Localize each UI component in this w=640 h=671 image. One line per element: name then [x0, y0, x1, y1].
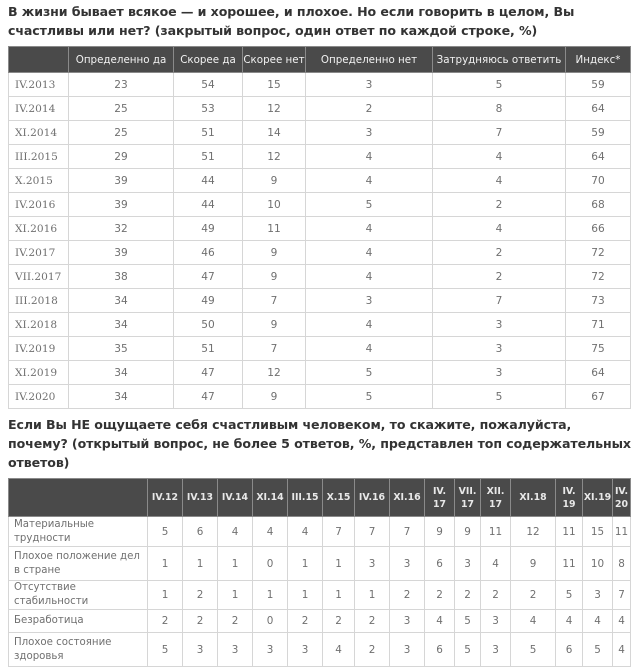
table-row [9, 145, 631, 169]
table-cell: 2 [390, 581, 425, 610]
table-cell: 4 [425, 610, 455, 633]
table-cell: 11 [556, 547, 583, 581]
table-cell: 9 [243, 265, 306, 289]
table-cell: 4 [288, 517, 323, 547]
table-cell: 34 [69, 313, 174, 337]
row-reason-label: Отсутствие стабильности [9, 581, 148, 610]
table-cell: 4 [218, 517, 253, 547]
table-cell: 12 [243, 97, 306, 121]
table-cell: 14 [243, 121, 306, 145]
table-cell: 5 [148, 633, 183, 667]
table-cell: 3 [390, 633, 425, 667]
table-row [9, 169, 631, 193]
row-reason-label: Безработица [9, 610, 148, 633]
column-header-reason [9, 479, 148, 517]
table-cell: 11 [243, 217, 306, 241]
column-header-period: IV. 20 [613, 479, 631, 517]
table-cell: 39 [69, 193, 174, 217]
row-reason-label: Материальные трудности [9, 517, 148, 547]
table-cell: 2 [306, 97, 433, 121]
table-cell: 3 [433, 361, 566, 385]
table-cell: 6 [183, 517, 218, 547]
table-cell: 2 [481, 581, 511, 610]
column-header-period: XI.16 [390, 479, 425, 517]
column-header-period [9, 47, 69, 73]
table-cell: 23 [69, 73, 174, 97]
table-cell: 46 [174, 241, 243, 265]
column-header-period: III.15 [288, 479, 323, 517]
unhappiness-reasons-question-title: Если Вы НЕ ощущаете себя счастливым человеком, то скажите, пожалуйста, почему? (открытый вопрос, не более 5 ответов, %, представлен топ содержательных ответов) [8, 417, 631, 470]
table-cell: 66 [566, 217, 631, 241]
table-cell: 3 [433, 313, 566, 337]
table-cell: 3 [481, 633, 511, 667]
table-cell: 4 [306, 241, 433, 265]
table-row [9, 289, 631, 313]
table-cell: 0 [253, 610, 288, 633]
table-row [9, 581, 631, 610]
table-cell: 51 [174, 121, 243, 145]
column-header-period: IV. 17 [425, 479, 455, 517]
unhappiness-reasons-table [8, 478, 631, 667]
happiness-table-header [9, 47, 631, 73]
table-cell: 9 [243, 385, 306, 409]
table-cell: 51 [174, 145, 243, 169]
table-cell: 3 [288, 633, 323, 667]
table-cell: 4 [613, 633, 631, 667]
table-cell: 7 [243, 289, 306, 313]
column-header: Затрудняюсь ответить [433, 47, 566, 73]
table-cell: 9 [243, 241, 306, 265]
table-cell: 3 [306, 73, 433, 97]
table-cell: 9 [243, 169, 306, 193]
happiness-question-title: В жизни бывает всякое — и хорошее, и плохое. Но если говорить в целом, Вы счастливы или нет? (закрытый вопрос, один ответ по каждой строке, %) [8, 2, 632, 40]
table-cell: 3 [390, 547, 425, 581]
table-cell: 12 [243, 145, 306, 169]
table-cell: 2 [183, 581, 218, 610]
table-cell: 44 [174, 193, 243, 217]
row-period-label: IV.2020 [9, 385, 69, 409]
table-cell: 9 [243, 313, 306, 337]
column-header: Скорее да [174, 47, 243, 73]
table-cell: 59 [566, 121, 631, 145]
table-cell: 7 [390, 517, 425, 547]
table-cell: 3 [355, 547, 390, 581]
table-cell: 72 [566, 265, 631, 289]
table-row [9, 193, 631, 217]
table-cell: 0 [253, 547, 288, 581]
table-cell: 3 [455, 547, 481, 581]
column-header: Определенно нет [306, 47, 433, 73]
table-cell: 3 [306, 289, 433, 313]
table-cell: 4 [613, 610, 631, 633]
table-cell: 54 [174, 73, 243, 97]
table-cell: 73 [566, 289, 631, 313]
table-cell: 1 [253, 581, 288, 610]
table-cell: 9 [455, 517, 481, 547]
table-cell: 10 [583, 547, 613, 581]
table-cell: 4 [481, 547, 511, 581]
table-cell: 4 [511, 610, 556, 633]
table-cell: 47 [174, 265, 243, 289]
table-cell: 6 [425, 547, 455, 581]
table-cell: 72 [566, 241, 631, 265]
table-cell: 9 [511, 547, 556, 581]
table-row [9, 265, 631, 289]
table-cell: 4 [306, 169, 433, 193]
row-reason-label: Плохое состояние здоровья [9, 633, 148, 667]
table-cell: 11 [613, 517, 631, 547]
table-row [9, 385, 631, 409]
table-cell: 5 [556, 581, 583, 610]
table-cell: 3 [218, 633, 253, 667]
table-row [9, 73, 631, 97]
table-cell: 38 [69, 265, 174, 289]
table-cell: 7 [243, 337, 306, 361]
row-period-label: III.2018 [9, 289, 69, 313]
column-header-period: XI.19 [583, 479, 613, 517]
table-cell: 51 [174, 337, 243, 361]
table-cell: 34 [69, 385, 174, 409]
row-period-label: XI.2018 [9, 313, 69, 337]
column-header-period: VII. 17 [455, 479, 481, 517]
table-cell: 47 [174, 361, 243, 385]
row-period-label: XI.2016 [9, 217, 69, 241]
table-cell: 4 [583, 610, 613, 633]
table-cell: 35 [69, 337, 174, 361]
table-cell: 75 [566, 337, 631, 361]
column-header-period: IV.14 [218, 479, 253, 517]
table-cell: 7 [433, 121, 566, 145]
table-cell: 32 [69, 217, 174, 241]
table-cell: 3 [583, 581, 613, 610]
table-cell: 5 [455, 633, 481, 667]
table-cell: 7 [323, 517, 355, 547]
table-cell: 4 [556, 610, 583, 633]
table-cell: 1 [148, 581, 183, 610]
table-cell: 64 [566, 97, 631, 121]
table-cell: 12 [511, 517, 556, 547]
table-cell: 44 [174, 169, 243, 193]
table-cell: 5 [306, 361, 433, 385]
table-cell: 7 [613, 581, 631, 610]
table-cell: 7 [433, 289, 566, 313]
table-cell: 4 [433, 145, 566, 169]
table-row [9, 633, 631, 667]
row-period-label: X.2015 [9, 169, 69, 193]
table-cell: 3 [433, 337, 566, 361]
table-cell: 64 [566, 145, 631, 169]
table-cell: 1 [183, 547, 218, 581]
table-row [9, 610, 631, 633]
table-cell: 25 [69, 97, 174, 121]
table-row [9, 97, 631, 121]
row-period-label: IV.2017 [9, 241, 69, 265]
table-cell: 2 [148, 610, 183, 633]
table-cell: 4 [323, 633, 355, 667]
table-cell: 49 [174, 289, 243, 313]
table-cell: 7 [355, 517, 390, 547]
table-cell: 39 [69, 241, 174, 265]
table-cell: 11 [481, 517, 511, 547]
table-cell: 2 [355, 633, 390, 667]
table-cell: 9 [425, 517, 455, 547]
table-cell: 5 [306, 385, 433, 409]
table-cell: 11 [556, 517, 583, 547]
table-cell: 47 [174, 385, 243, 409]
table-cell: 4 [253, 517, 288, 547]
table-cell: 2 [323, 610, 355, 633]
table-cell: 34 [69, 361, 174, 385]
table-cell: 1 [323, 547, 355, 581]
table-row [9, 217, 631, 241]
column-header-period: IV.16 [355, 479, 390, 517]
table-cell: 70 [566, 169, 631, 193]
table-cell: 2 [288, 610, 323, 633]
table-cell: 67 [566, 385, 631, 409]
table-cell: 2 [433, 265, 566, 289]
table-cell: 12 [243, 361, 306, 385]
table-cell: 5 [511, 633, 556, 667]
table-cell: 2 [218, 610, 253, 633]
table-cell: 34 [69, 289, 174, 313]
row-period-label: IV.2019 [9, 337, 69, 361]
table-row [9, 241, 631, 265]
table-cell: 29 [69, 145, 174, 169]
row-period-label: III.2015 [9, 145, 69, 169]
table-cell: 6 [556, 633, 583, 667]
table-row [9, 517, 631, 547]
table-cell: 5 [433, 385, 566, 409]
table-cell: 2 [355, 610, 390, 633]
table-cell: 49 [174, 217, 243, 241]
row-period-label: IV.2013 [9, 73, 69, 97]
table-cell: 50 [174, 313, 243, 337]
row-period-label: VII.2017 [9, 265, 69, 289]
table-cell: 10 [243, 193, 306, 217]
table-cell: 1 [323, 581, 355, 610]
table-cell: 1 [218, 581, 253, 610]
column-header: Индекс* [566, 47, 631, 73]
table-cell: 4 [306, 145, 433, 169]
table-cell: 6 [425, 633, 455, 667]
table-cell: 64 [566, 361, 631, 385]
table-cell: 5 [148, 517, 183, 547]
table-cell: 2 [433, 193, 566, 217]
table-cell: 15 [583, 517, 613, 547]
table-cell: 1 [148, 547, 183, 581]
table-cell: 5 [306, 193, 433, 217]
table-cell: 3 [481, 610, 511, 633]
table-cell: 1 [288, 581, 323, 610]
table-cell: 68 [566, 193, 631, 217]
table-cell: 4 [306, 337, 433, 361]
column-header-period: XII. 17 [481, 479, 511, 517]
table-cell: 3 [306, 121, 433, 145]
table-row [9, 313, 631, 337]
table-cell: 5 [455, 610, 481, 633]
table-cell: 5 [583, 633, 613, 667]
column-header: Определенно да [69, 47, 174, 73]
table-cell: 3 [183, 633, 218, 667]
table-cell: 4 [306, 217, 433, 241]
table-cell: 4 [306, 265, 433, 289]
table-cell: 4 [433, 169, 566, 193]
table-cell: 4 [433, 217, 566, 241]
table-row [9, 547, 631, 581]
table-cell: 2 [183, 610, 218, 633]
table-cell: 2 [425, 581, 455, 610]
table-cell: 8 [433, 97, 566, 121]
table-cell: 3 [390, 610, 425, 633]
table-row [9, 337, 631, 361]
row-period-label: XI.2019 [9, 361, 69, 385]
column-header-period: IV.13 [183, 479, 218, 517]
table-cell: 2 [455, 581, 481, 610]
table-cell: 25 [69, 121, 174, 145]
table-cell: 3 [253, 633, 288, 667]
row-period-label: XI.2014 [9, 121, 69, 145]
table-cell: 2 [511, 581, 556, 610]
column-header-period: IV. 19 [556, 479, 583, 517]
table-cell: 15 [243, 73, 306, 97]
table-cell: 4 [306, 313, 433, 337]
column-header: Скорее нет [243, 47, 306, 73]
table-cell: 2 [433, 241, 566, 265]
table-row [9, 121, 631, 145]
happiness-table [8, 46, 631, 409]
row-reason-label: Плохое положение дел в стране [9, 547, 148, 581]
table-cell: 39 [69, 169, 174, 193]
column-header-period: IV.12 [148, 479, 183, 517]
unhappiness-reasons-table-header [9, 479, 631, 517]
column-header-period: X.15 [323, 479, 355, 517]
table-cell: 71 [566, 313, 631, 337]
table-cell: 53 [174, 97, 243, 121]
table-cell: 1 [355, 581, 390, 610]
table-cell: 5 [433, 73, 566, 97]
table-cell: 1 [288, 547, 323, 581]
row-period-label: IV.2014 [9, 97, 69, 121]
table-cell: 8 [613, 547, 631, 581]
column-header-period: XI.18 [511, 479, 556, 517]
row-period-label: IV.2016 [9, 193, 69, 217]
table-cell: 59 [566, 73, 631, 97]
column-header-period: XI.14 [253, 479, 288, 517]
table-cell: 1 [218, 547, 253, 581]
table-row [9, 361, 631, 385]
